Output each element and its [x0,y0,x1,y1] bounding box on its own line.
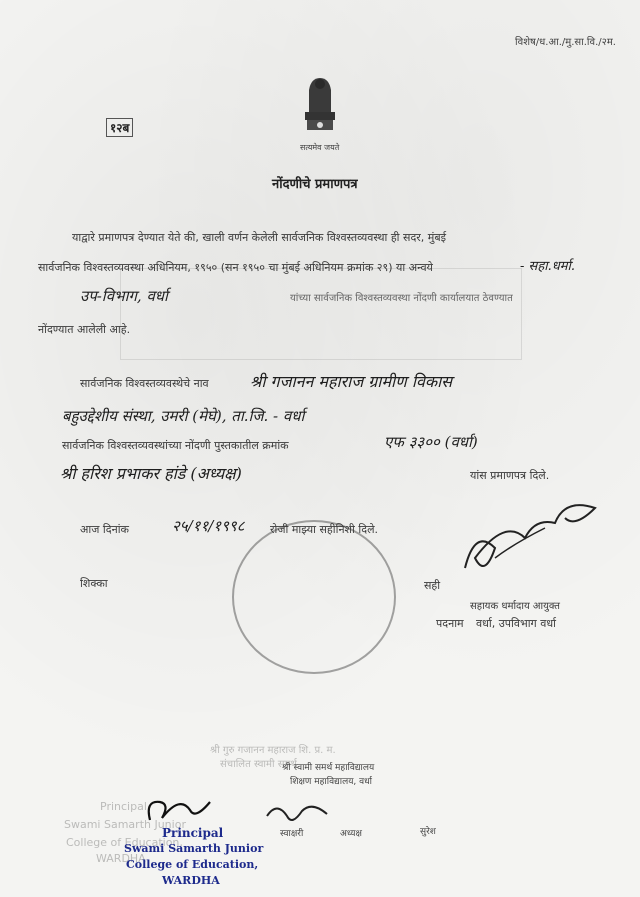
official-seal [232,520,396,674]
stamp-line-3: स्वाक्षरी [280,829,304,839]
emblem-caption: सत्यमेव जयते [300,143,340,152]
date-handwritten: २५/११/१९९८ [172,517,245,535]
faint-english-line-1: Principal [100,800,147,813]
stamp-line-1: श्री स्वामी समर्थ महाविद्यालय [282,763,375,773]
date-suffix: रोजी माझ्या सहीनिशी दिले. [270,523,379,536]
officer-title: सहायक धर्मादाय आयुक्त [470,601,560,612]
date-label: आज दिनांक [80,523,129,536]
stamp-line-4: अध्यक्ष [340,829,362,839]
stamp-line-2: शिक्षण महाविद्यालय, वर्धा [290,777,373,787]
body-line-2-handwritten: - सहा.धर्मा. [520,259,575,274]
trust-name-label: सार्वजनिक विश्वस्तव्यवस्थेचे नाव [80,377,209,390]
faint-stamp-line-1: श्री गुरु गजानन महाराज शि. प्र. म. [210,745,336,756]
faint-english-line-3: College of Education, [66,836,183,849]
trust-name-handwritten-1: श्री गजानन महाराज ग्रामीण विकास [250,372,453,391]
person-name-handwritten: श्री हरिश प्रभाकर हांडे (अध्यक्ष) [60,464,242,483]
principal-signature-icon [140,790,220,830]
college-line-2: College of Education, [126,858,259,871]
officer-signature-icon [455,488,605,588]
college-line-1: Swami Samarth Junior [124,842,264,855]
faint-english-line-4: WARDHA [96,852,146,865]
body-line-1: याद्वारे प्रमाणपत्र देण्यात येते की, खाली वर्णन केलेली सार्वजनिक विश्वस्तव्यवस्था ही सदर, मुंबई [72,231,447,244]
seal-label: शिक्का [80,577,108,590]
reference-number: विशेष/ध.आ./मु.सा.वि./२म. [515,37,616,48]
form-number: १२ब [106,118,133,137]
body-line-3: यांच्या सार्वजनिक विश्वस्तव्यवस्था नोंदणी कार्यालयात ठेवण्यात [290,293,513,304]
national-emblem-icon [295,72,345,144]
body-line-4: नोंदण्यात आलेली आहे. [38,323,131,336]
registration-number-handwritten: एफ ३३०० (वर्धा) [384,433,478,451]
designation-value: वर्धा, उपविभाग वर्धा [476,617,556,630]
stamp-line-5: सुरेश [420,827,436,837]
principal-title: Principal [162,826,224,840]
body-line-2: सार्वजनिक विश्वस्तव्यवस्था अधिनियम, १९५० (सन १९५० चा मुंबई अधिनियम क्रमांक २९) या अन्वये [38,261,433,274]
registration-label: सार्वजनिक विश्वस्तव्यवस्थांच्या नोंदणी पुस्तकातील क्रमांक [62,439,289,452]
college-line-3: WARDHA [162,874,220,887]
faint-stamp-line-2: संचालित स्वामी समर्थ [220,759,297,770]
designation-label: पदनाम [436,617,464,630]
body-line-3-handwritten: उप-विभाग, वर्धा [80,287,168,305]
page-title: नोंदणीचे प्रमाणपत्र [272,177,358,192]
faint-english-line-2: Swami Samarth Junior [64,818,186,831]
signature-label: सही [424,579,441,592]
person-suffix: यांस प्रमाणपत्र दिले. [470,469,550,482]
trust-name-handwritten-2: बहुउद्देशीय संस्था, उमरी (मेघे), ता.जि. - वर्धा [62,407,305,425]
faint-stamp-box [120,268,522,360]
